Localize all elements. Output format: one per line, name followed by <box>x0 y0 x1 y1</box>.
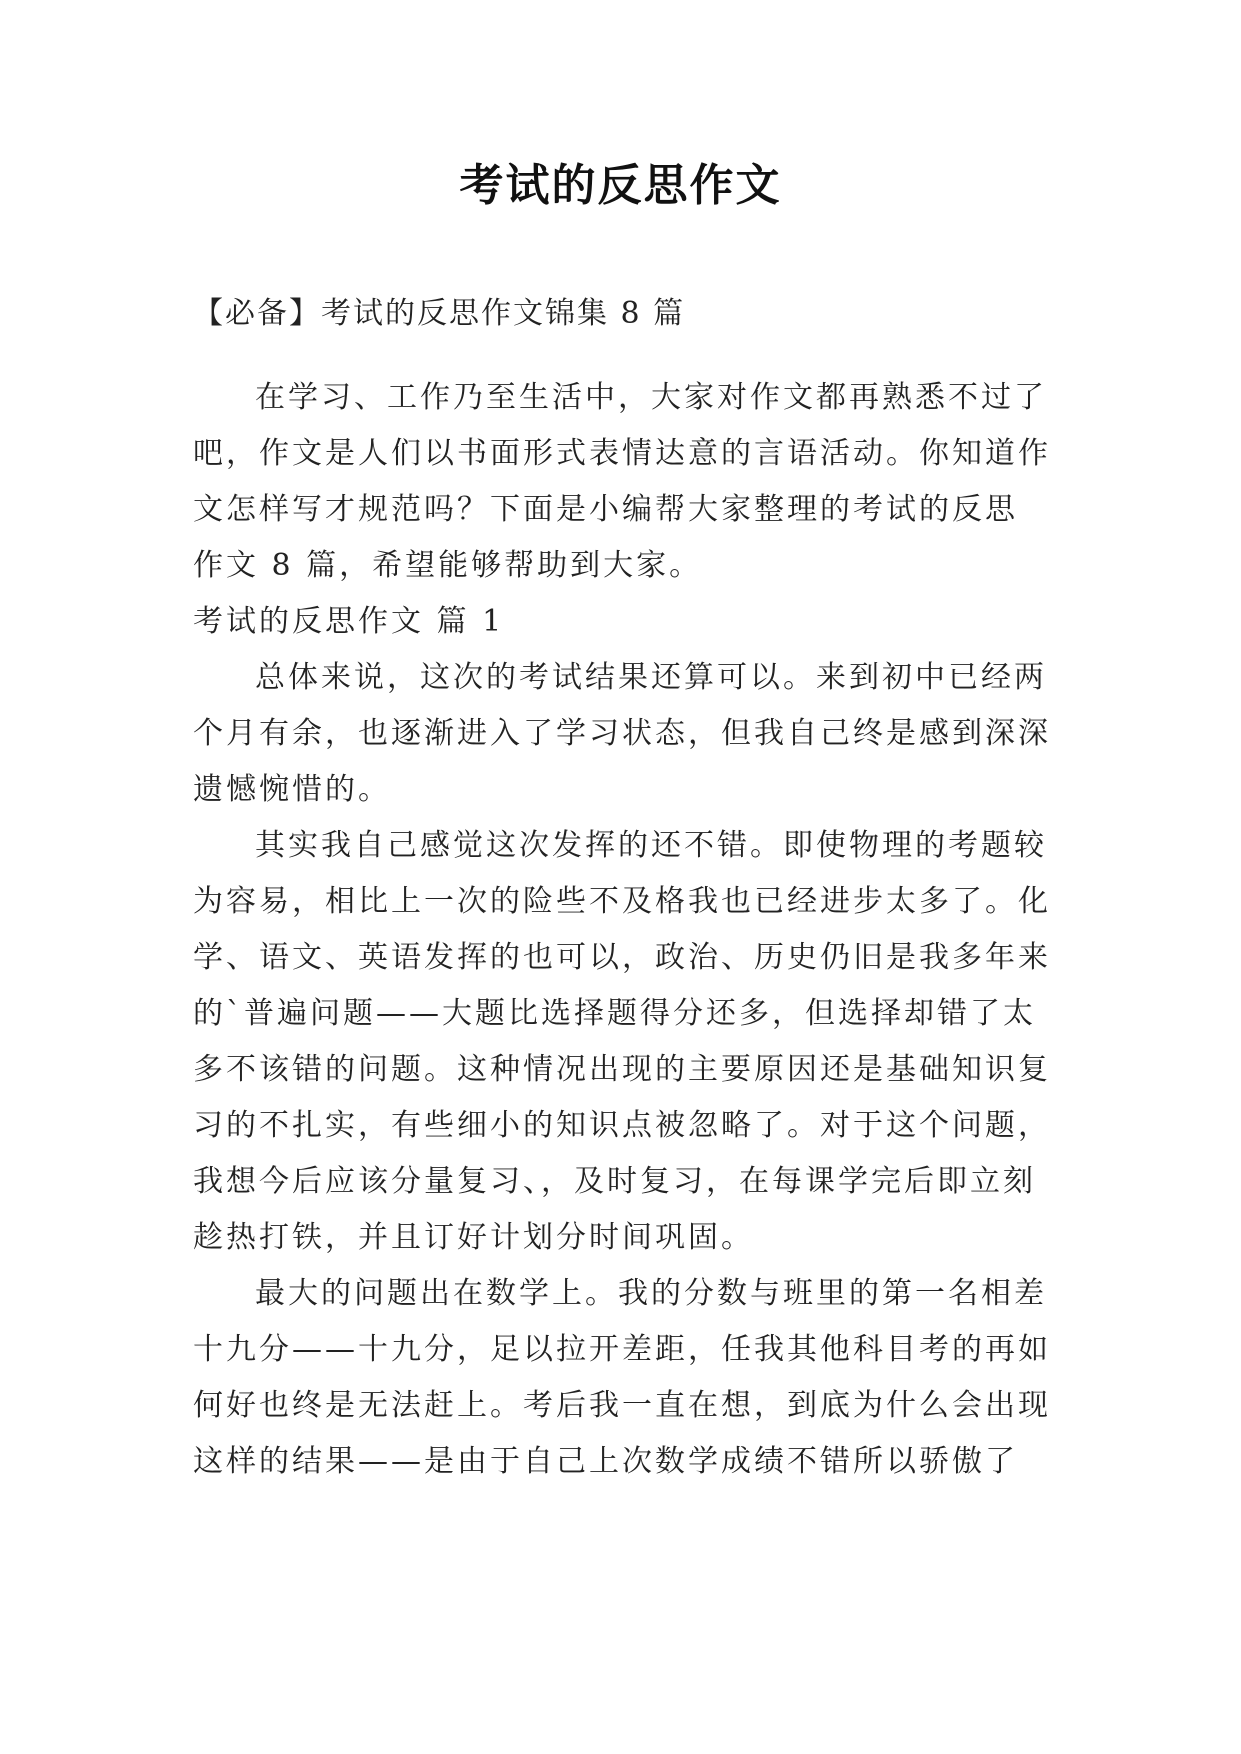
text-line: 总体来说，这次的考试结果还算可以。来到初中已经两 <box>255 660 1047 695</box>
text-line: 其实我自己感觉这次发挥的还不错。即使物理的考题较 <box>255 828 1047 863</box>
text-line: 遗憾惋惜的。 <box>193 772 391 807</box>
text-line: 在学习、工作乃至生活中，大家对作文都再熟悉不过了 <box>255 380 1047 415</box>
text-line: 何好也终是无法赶上。考后我一直在想，到底为什么会出现 <box>193 1388 1051 1423</box>
text-line: 学、语文、英语发挥的也可以，政治、历史仍旧是我多年来 <box>193 940 1051 975</box>
text-line: 十九分——十九分，足以拉开差距，任我其他科目考的再如 <box>193 1332 1051 1367</box>
text-line: 我想今后应该分量复习、，及时复习，在每课学完后即立刻 <box>193 1164 1036 1199</box>
text-line: 的`普遍问题——大题比选择题得分还多，但选择却错了太 <box>193 996 1036 1031</box>
text-line: 为容易，相比上一次的险些不及格我也已经进步太多了。化 <box>193 884 1051 919</box>
text-line: 习的不扎实，有些细小的知识点被忽略了。对于这个问题， <box>193 1108 1051 1143</box>
text-line: 作文 8 篇，希望能够帮助到大家。 <box>193 548 703 583</box>
section-heading: 考试的反思作文 篇 1 <box>193 604 505 639</box>
document-title: 考试的反思作文 <box>459 160 782 211</box>
text-line: 文怎样写才规范吗？下面是小编帮大家整理的考试的反思 <box>193 492 1018 527</box>
text-line: 最大的问题出在数学上。我的分数与班里的第一名相差 <box>255 1276 1047 1311</box>
text-line: 趁热打铁，并且订好计划分时间巩固。 <box>193 1220 754 1255</box>
text-line: 个月有余，也逐渐进入了学习状态，但我自己终是感到深深 <box>193 716 1051 751</box>
text-line: 吧，作文是人们以书面形式表情达意的言语活动。你知道作 <box>193 436 1051 471</box>
document-subtitle: 【必备】考试的反思作文锦集 8 篇 <box>193 296 686 331</box>
text-line: 多不该错的问题。这种情况出现的主要原因还是基础知识复 <box>193 1052 1051 1087</box>
text-line: 这样的结果——是由于自己上次数学成绩不错所以骄傲了 <box>193 1444 1018 1479</box>
